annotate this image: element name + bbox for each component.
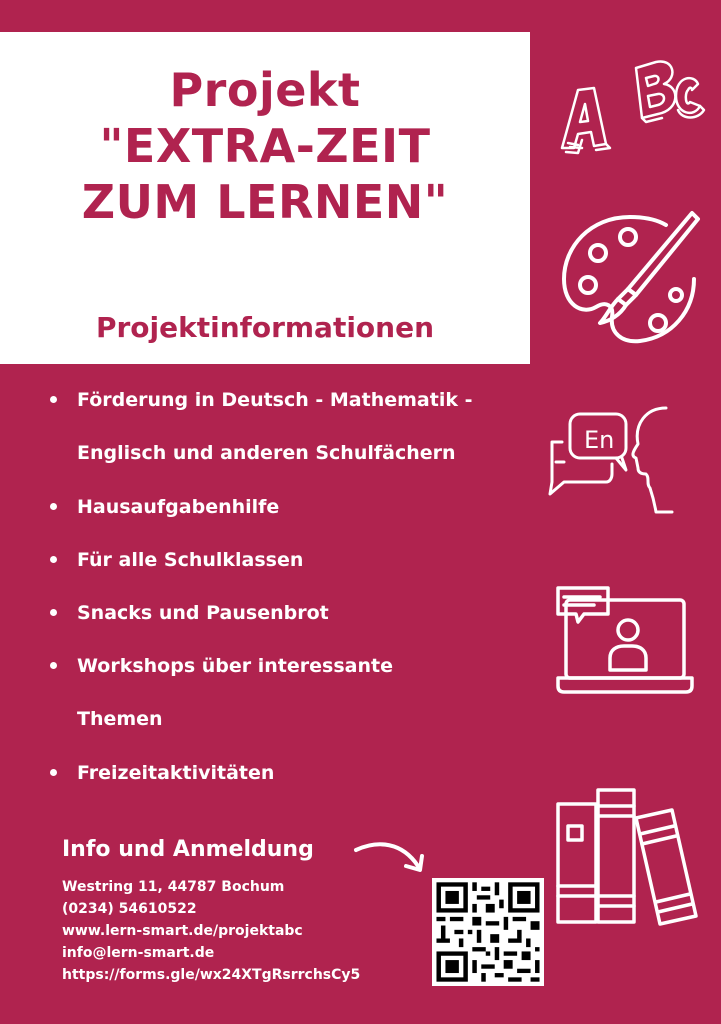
- bullet-dot: [50, 396, 57, 403]
- paint-palette-icon: [556, 205, 704, 353]
- title-line-3: ZUM LERNEN": [81, 175, 449, 229]
- language-learning-icon: [546, 402, 676, 522]
- bullet-dot: [50, 769, 57, 776]
- section-subtitle: Projektinformationen: [95, 311, 435, 344]
- phone-text[interactable]: (0234) 54610522: [62, 901, 197, 917]
- abc-letters-icon: [548, 48, 708, 163]
- bullet-dot: [50, 662, 57, 669]
- online-lesson-icon: [550, 580, 700, 702]
- form-link[interactable]: https://forms.gle/wx24XTgRsrrchsCy5: [62, 967, 361, 983]
- books-icon: [550, 786, 700, 936]
- address-text: Westring 11, 44787 Bochum: [62, 879, 285, 895]
- curved-arrow-icon: [352, 836, 432, 878]
- bullet-dot: [50, 556, 57, 563]
- list-item-text: Themen: [77, 708, 163, 730]
- page-title: [0, 62, 530, 230]
- website-link[interactable]: www.lern-smart.de/projektabc: [62, 923, 303, 939]
- info-heading: Info und Anmeldung: [62, 837, 314, 862]
- list-item-text: Snacks und Pausenbrot: [77, 602, 329, 624]
- bullet-dot: [50, 503, 57, 510]
- bullet-dot: [50, 609, 57, 616]
- list-item-text: Für alle Schulklassen: [77, 549, 304, 571]
- svg-text:En: En: [584, 426, 615, 454]
- qr-code[interactable]: [432, 878, 544, 986]
- list-item-text: Workshops über interessante: [77, 655, 393, 677]
- list-item-text: Hausaufgabenhilfe: [77, 496, 280, 518]
- list-item-text: Freizeitaktivitäten: [77, 762, 275, 784]
- email-link[interactable]: info@lern-smart.de: [62, 945, 215, 961]
- qr-code-pattern: [432, 878, 544, 986]
- title-line-1: Projekt: [169, 63, 361, 117]
- list-item-text: Förderung in Deutsch - Mathematik -: [77, 389, 473, 411]
- list-item-text: Englisch und anderen Schulfächern: [77, 442, 456, 464]
- contact-block: [62, 876, 360, 986]
- title-line-2: "EXTRA-ZEIT: [99, 119, 431, 173]
